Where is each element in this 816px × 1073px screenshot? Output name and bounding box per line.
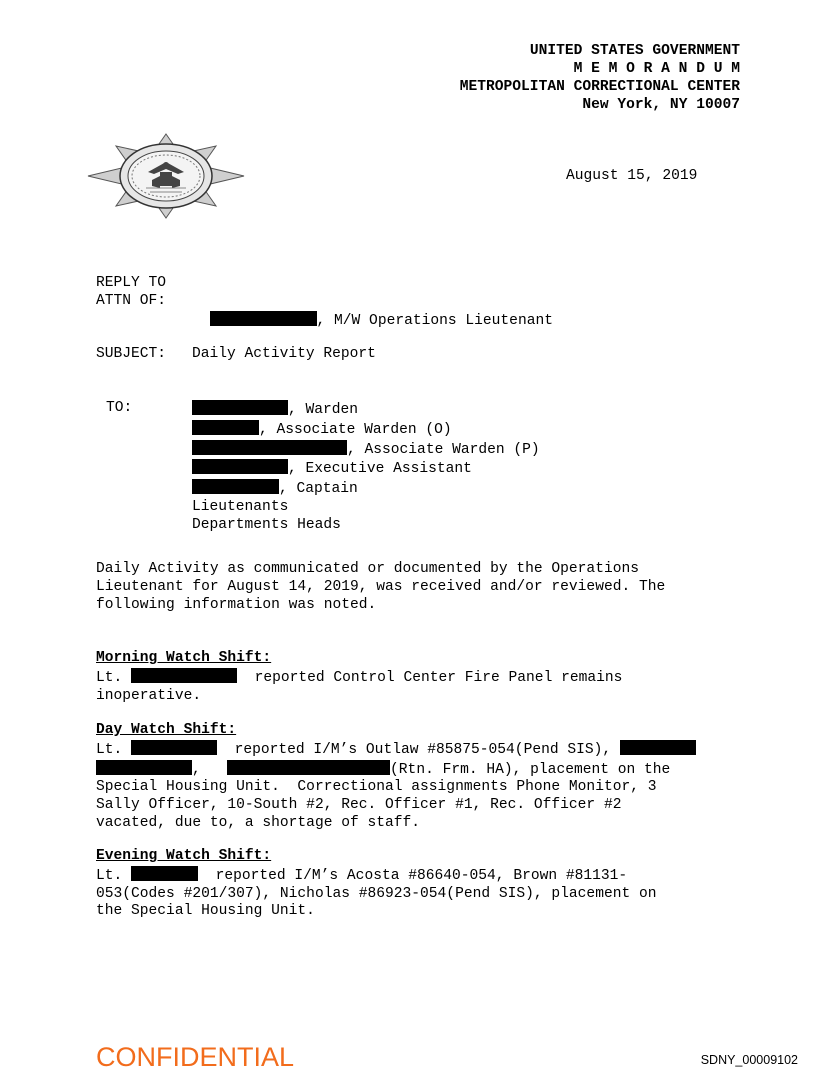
lt-prefix: Lt. [96, 741, 123, 758]
day-separator: , [192, 761, 201, 778]
recipient-captain-title: , Captain [279, 481, 358, 498]
day-watch-line [96, 760, 738, 780]
evening-report-text: reported I/M’s Acosta #86640-054, Brown #81131- [215, 867, 628, 884]
letterhead-memorandum: M E M O R A N D U M [573, 61, 740, 77]
day-watch-line: vacated, due to, a shortage of staff. [96, 814, 421, 831]
redaction-block [131, 866, 198, 881]
intro-line: Lieutenant for August 14, 2019, was received and/or reviewed. The [96, 578, 666, 595]
day-return-text: (Rtn. Frm. HA), placement on the [390, 761, 671, 778]
morning-watch-section [96, 650, 720, 705]
recipient-associate-warden-o [192, 420, 540, 440]
redaction-block [192, 400, 288, 415]
day-watch-heading: Day Watch Shift: [96, 722, 237, 738]
attn-of-label: ATTN OF: [96, 293, 167, 309]
redaction-block [96, 760, 192, 775]
attn-of-value [192, 293, 553, 331]
redaction-block [192, 420, 259, 435]
subject-label: SUBJECT: [96, 346, 167, 362]
recipient-associate-warden-p [192, 440, 540, 460]
confidential-stamp: CONFIDENTIAL [96, 1042, 295, 1072]
memo-date: August 15, 2019 [566, 168, 698, 184]
recipient-warden [192, 400, 540, 420]
recipient-warden-title: , Warden [288, 402, 359, 418]
morning-report-text: reported Control Center Fire Panel remains [254, 669, 623, 686]
redaction-block [131, 740, 217, 755]
day-watch-line: Special Housing Unit. Correctional assignments Phone Monitor, 3 [96, 779, 657, 796]
intro-paragraph [96, 561, 665, 614]
subject-value: Daily Activity Report [192, 346, 376, 362]
evening-watch-heading: Evening Watch Shift: [96, 848, 272, 864]
recipient-associate-warden-p-title: , Associate Warden (P) [347, 441, 540, 458]
lt-prefix: Lt. [96, 867, 123, 884]
lt-prefix: Lt. [96, 669, 123, 686]
to-recipients [192, 400, 540, 535]
redaction-block [192, 479, 279, 494]
evening-watch-line: the Special Housing Unit. [96, 903, 315, 920]
morning-watch-heading: Morning Watch Shift: [96, 650, 272, 666]
redaction-block [620, 740, 696, 755]
reply-to-label: REPLY TO [96, 275, 167, 291]
evening-watch-section [96, 848, 720, 921]
recipient-associate-warden-o-title: , Associate Warden (O) [259, 421, 452, 438]
recipient-executive-assistant-title: , Executive Assistant [288, 461, 472, 478]
seal-icon [86, 132, 246, 220]
redaction-block [192, 459, 288, 474]
day-watch-line [96, 740, 738, 760]
redaction-block [210, 311, 317, 326]
letterhead-institution: METROPOLITAN CORRECTIONAL CENTER [459, 79, 740, 95]
letterhead-government: UNITED STATES GOVERNMENT [529, 43, 740, 59]
intro-line: Daily Activity as communicated or documented by the Operations [96, 561, 639, 577]
to-label: TO: [106, 400, 133, 416]
recipient-executive-assistant [192, 459, 540, 479]
morning-watch-line [96, 668, 720, 688]
redaction-block [192, 440, 347, 455]
recipient-department-heads: Departments Heads [192, 516, 341, 533]
morning-watch-line: inoperative. [96, 687, 202, 704]
intro-line: following information was noted. [96, 596, 377, 613]
evening-watch-line: 053(Codes #201/307), Nicholas #86923-054(Pend SIS), placement on [96, 885, 657, 902]
day-watch-line: Sally Officer, 10-South #2, Rec. Officer #1, Rec. Officer #2 [96, 797, 622, 814]
attn-of-role: , M/W Operations Lieutenant [316, 312, 553, 329]
letterhead [320, 42, 740, 114]
recipient-captain [192, 479, 540, 499]
day-watch-section [96, 722, 738, 833]
letterhead-address: New York, NY 10007 [582, 97, 740, 113]
evening-watch-line [96, 866, 720, 886]
day-report-text: reported I/M’s Outlaw #85875-054(Pend SIS), [234, 741, 612, 758]
redaction-block [131, 668, 237, 683]
recipient-lieutenants: Lieutenants [192, 498, 289, 515]
redaction-block [227, 760, 390, 775]
bates-number: SDNY_00009102 [700, 1053, 798, 1067]
